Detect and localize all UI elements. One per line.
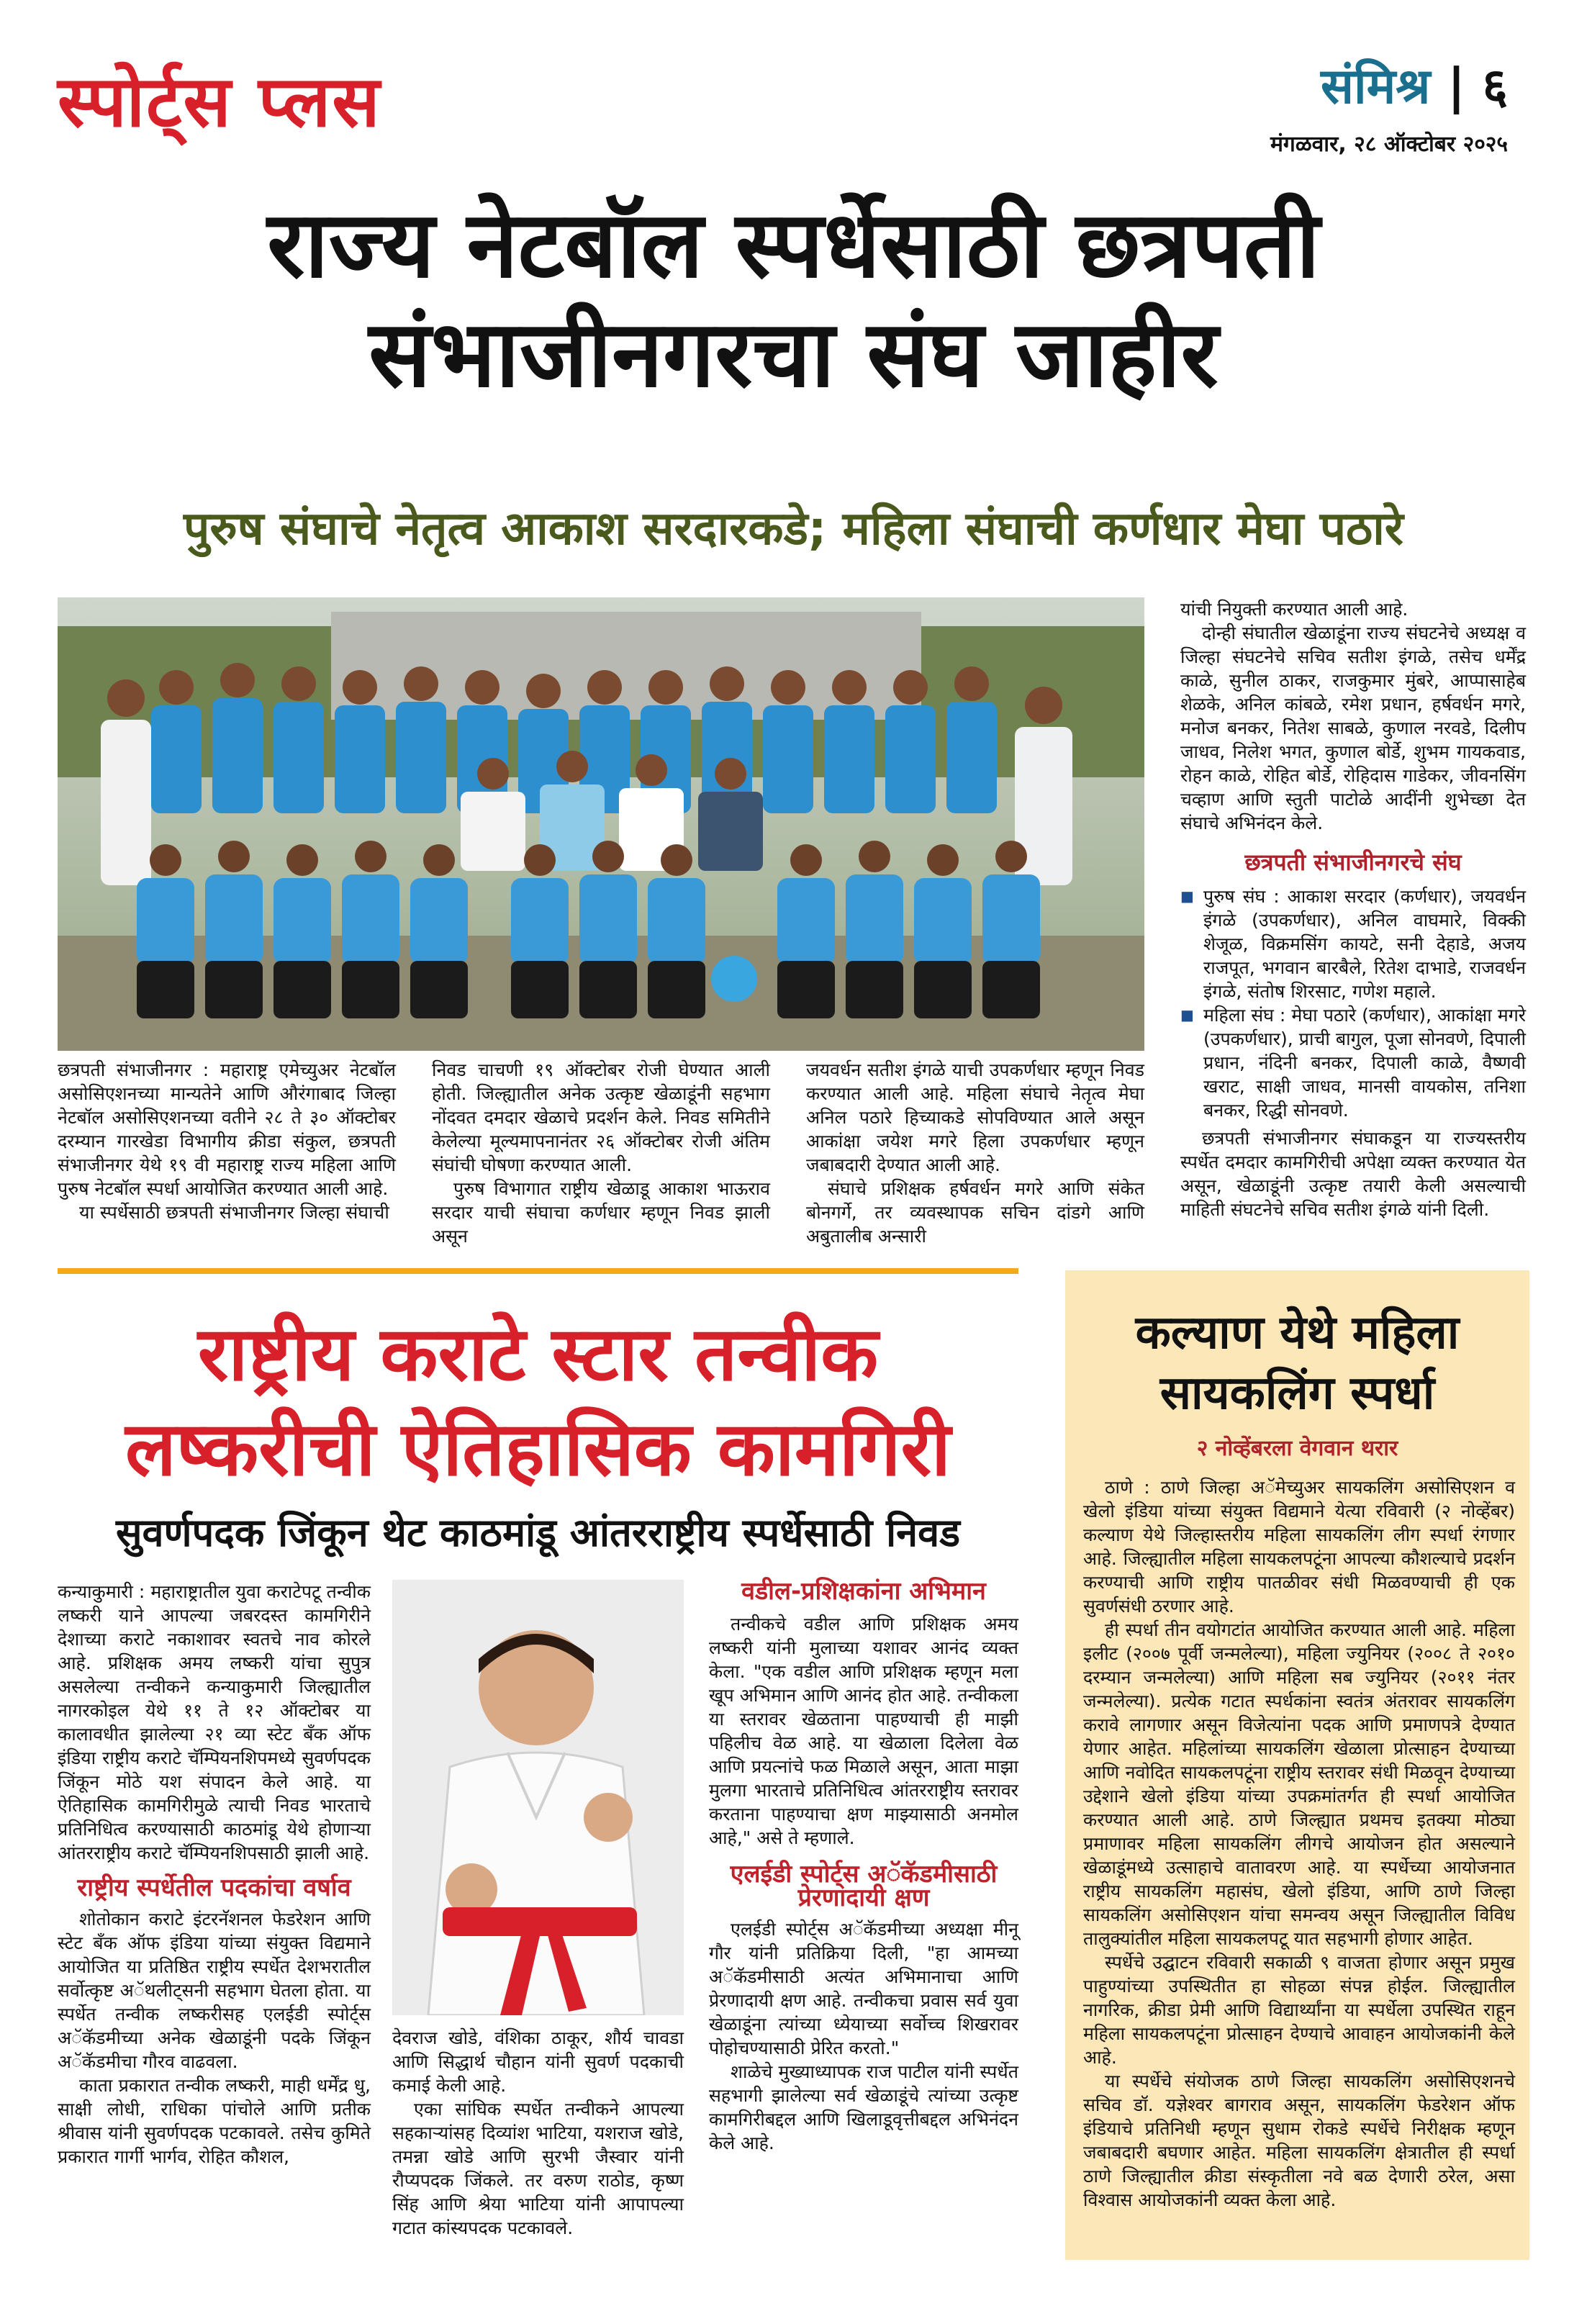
ball-icon (711, 956, 757, 1002)
karate-col-1-p3: काता प्रकारात तन्वीक लष्करी, माही धर्मेंद्र धु, साक्षी लोधी, राधिका पांचोले आणि प्रतीक श्रीवास यांनी सुवर्णपदक पटकावले. तसेच कुमिते प्रकारात गार्गी भार्गव, रोहित कौशल, (58, 2075, 371, 2167)
cycling-headline (1065, 1303, 1529, 1424)
team-photo (58, 597, 1144, 1051)
men-team-text: पुरुष संघ : आकाश सरदार (कर्णधार), जयवर्धन इंगळे (उपकर्णधार), अनिल वाघमारे, विक्की शेजूळ, विक्रमसिंग कायटे, सनी देहाडे, अजय राजपूत, भगवान बारबैले, रितेश दाभाडे, राजवर्धन इंगळे, संतोष शिरसाट, गणेश महाले. (1203, 886, 1526, 1002)
lead-sidebar (1180, 597, 1526, 1221)
karate-headline-line1: राष्ट्रीय कराटे स्टार तन्वीक (197, 1310, 879, 1398)
lead-headline-line1: राज्य नेटबॉल स्पर्धेसाठी छत्रपती (267, 191, 1320, 299)
section-header: संमिश्र | ६ (1321, 58, 1508, 115)
lead-headline-line2: संभाजीनगरचा संघ जाहीर (369, 301, 1218, 408)
section-name: संमिश्र (1321, 58, 1431, 115)
karate-headline (58, 1306, 1018, 1496)
karate-col-3-p3: शाळेचे मुख्याध्यापक राज पाटील यांनी स्पर्धेत सहभागी झालेल्या सर्व खेळाडूंचे त्यांच्या उत्कृष्ट कामगिरीबद्दल आणि खिलाडूवृत्तीबद्दल अभिनंदन केले आहे. (709, 2061, 1018, 2153)
lead-side-end: छत्रपती संभाजीनगर संघाकडून या राज्यस्तरीय स्पर्धेत दमदार कामगिरीची अपेक्षा व्यक्त करण्यात येत असून, खेळाडूंनी उत्कृष्ट तयारी केली असल्याची माहिती संघटनेचे सचिव सतीश इंगळे यांनी दिली. (1180, 1128, 1526, 1220)
teams-title: छत्रपती संभाजीनगरचे संघ (1244, 849, 1462, 876)
karate-col-3-p1: तन्वीकचे वडील आणि प्रशिक्षक अमय लष्करी यांनी मुलाच्या यशावर आनंद व्यक्त केला. "एक वडील आणि प्रशिक्षक म्हणून मला खूप अभिमान आणि आनंद होत आहे. तन्वीकला या स्तरावर खेळताना पाहण्याची ही माझी पहिलीच वेळ आहे. या खेळाला दिलेला वेळ आणि प्रयत्नांचे फळ मिळाले असून, आता माझा मुलगा भारताचे प्रतिनिधित्व आंतरराष्ट्रीय स्तरावर करताना पाहण्याचा क्षण माझ्यासाठी अनमोल आहे," असे ते म्हणाले. (709, 1614, 1018, 1848)
page-number: ६ (1482, 58, 1508, 115)
section-divider (58, 1268, 1018, 1274)
issue-date: मंगळवार, २८ ऑक्टोबर २०२५ (1270, 132, 1508, 157)
cycling-p3: स्पर्धेचे उद्घाटन रविवारी सकाळी ९ वाजता होणार असून प्रमुख पाहुण्यांच्या उपस्थितीत हा सोहळा संपन्न होईल. जिल्ह्यातील नागरिक, क्रीडा प्रेमी आणि विद्यार्थ्यांना या स्पर्धेला उपस्थित राहून महिला सायकलपटूंना प्रोत्साहन देण्याचे आवाहन आयोजकांनी केले आहे. (1083, 1952, 1515, 2068)
lead-side-p2: दोन्ही संघातील खेळाडूंना राज्य संघटनेचे अध्यक्ष व जिल्हा संघटनेचे सचिव सतीश इंगळे, तसेच धर्मेंद्र काळे, सुनील ठाकर, राजकुमार मुंबरे, आप्पासाहेब शेळके, अनिल कांबळे, रमेश प्रधान, हर्षवर्धन मगरे, मनोज बनकर, नितेश साबळे, कुणाल नरवडे, दिलीप जाधव, निलेश भगत, कुणाल बोर्डे, शुभम गायकवाड, रोहन काळे, रोहित बोर्डे, रोहिदास गाडेकर, जीवनसिंग चव्हाण आणि स्तुती पाटोळे आदींनी शुभेच्छा देत संघाचे अभिनंदन केले. (1180, 623, 1526, 833)
karate-athlete-photo (392, 1580, 684, 2015)
lead-col-1-p2: या स्पर्धेसाठी छत्रपती संभाजीनगर जिल्हा संघाची (79, 1202, 389, 1223)
women-team-text: महिला संघ : मेघा पठारे (कर्णधार), आकांक्षा मगरे (उपकर्णधार), प्राची बागुल, पूजा सोनवणे, दिपाली प्रधान, नंदिनी बनकर, दिपाली काळे, वैष्णवी खराट, साक्षी जाधव, मानसी वायकोस, तनिशा बनकर, रिद्धी सोनवणे. (1203, 1005, 1526, 1121)
men-team (1180, 885, 1526, 1003)
lead-headline (43, 191, 1544, 410)
karate-col-1-p2: शोतोकान कराटे इंटरनॅशनल फेडरेशन आणि स्टेट बँक ऑफ इंडिया यांच्या संयुक्त विद्यमाने आयोजित या प्रतिष्ठित राष्ट्रीय स्पर्धेत देशभरातील सर्वोत्कृष्ट अॅथलीट्सनी सहभाग घेतला होता. या स्पर्धेत तन्वीक लष्करीसह एलईडी स्पोर्ट्स अॅकॅडमीच्या अनेक खेळाडूंनी पदके जिंकून अॅकॅडमीचा गौरव वाढवला. (58, 1909, 371, 2072)
cycling-p2: ही स्पर्धा तीन वयोगटांत आयोजित करण्यात आली आहे. महिला इलीट (२००७ पूर्वी जन्मलेल्या), महिला ज्युनियर (२००८ ते २०१० दरम्यान जन्मलेल्या) आणि महिला सब ज्युनियर (२०११ नंतर जन्मलेल्या). प्रत्येक गटात स्पर्धकांना स्वतंत्र अंतरावर सायकलिंग करावे लागणार असून विजेत्यांना पदक आणि प्रमाणपत्रे देण्यात येणार आहेत. महिलांच्या सायकलिंग खेळाला प्रोत्साहन देण्याच्या आणि नवोदित सायकलपटूंना राष्ट्रीय स्तरावर संधी मिळवून देण्याच्या उद्देशाने खेलो इंडिया यांच्या उपक्रमांतर्गत ही स्पर्धा आयोजित करण्यात आली आहे. ठाणे जिल्ह्यात प्रथमच इतक्या मोठ्या प्रमाणावर महिला सायकलिंग लीगचे आयोजन होत असल्याने खेळाडूंमध्ये उत्साहाचे वातावरण आहे. या स्पर्धेच्या आयोजनात राष्ट्रीय सायकलिंग महासंघ, खेलो इंडिया, आणि ठाणे जिल्हा सायकलिंग असोसिएशन यांचा समन्वय असून जिल्ह्यातील विविध तालुक्यांतील महिला सायकलपटू यात सहभागी होणार आहेत. (1083, 1619, 1515, 1949)
masthead-title: स्पोर्ट्स प्लस (58, 61, 381, 143)
karate-headline-line2: लष्करीची ऐतिहासिक कामगिरी (125, 1405, 951, 1493)
cycling-subheadline: २ नोव्हेंबरला वेगवान थरार (1196, 1436, 1398, 1461)
cycling-p4: या स्पर्धेचे संयोजक ठाणे जिल्हा सायकलिंग असोसिएशनचे सचिव डॉ. यज्ञेश्वर बागराव असून, सायकलिंग फेडरेशन ऑफ इंडियाचे प्रतिनिधी म्हणून सुधाम रोकडे स्पर्धेचे निरीक्षक म्हणून जबाबदारी बघणार आहेत. महिला सायकलिंग क्षेत्रातील ही स्पर्धा ठाणे जिल्ह्यातील क्रीडा संस्कृतीला नवे बळ देणारी ठरेल, असा विश्वास आयोजकांनी व्यक्त केला आहे. (1083, 2071, 1515, 2210)
karate-col-1-subhead: राष्ट्रीय स्पर्धेतील पदकांचा वर्षाव (77, 1873, 351, 1902)
karate-col-1-p1: कन्याकुमारी : महाराष्ट्रातील युवा कराटेपटू तन्वीक लष्करी याने आपल्या जबरदस्त कामगिरीने देशाच्या कराटे नकाशावर स्वतचे नाव कोरले आहे. प्रशिक्षक अमय लष्करी यांचा सुपुत्र असलेल्या तन्वीकने कन्याकुमारी जिल्ह्यातील नागरकोइल येथे ११ ते १२ ऑक्टोबर या कालावधीत झालेल्या २१ व्या स्टेट बँक ऑफ इंडिया राष्ट्रीय कराटे चॅम्पियनशिपमध्ये सुवर्णपदक जिंकून मोठे यश संपादन केले आहे. या ऐतिहासिक कामगिरीमुळे त्याची निवड भारताचे प्रतिनिधित्व करण्यासाठी काठमांडू येथे होणाऱ्या आंतरराष्ट्रीय कराटे चॅम्पियनशिपसाठी झाली आहे. (58, 1581, 371, 1863)
lead-col-2-p1: निवड चाचणी १९ ऑक्टोबर रोजी घेण्यात आली होती. जिल्ह्यातील अनेक उत्कृष्ट खेळाडूंनी सहभाग नोंदवत दमदार खेळाचे प्रदर्शन केले. निवड समितीने केलेल्या मूल्यमापनानंतर २६ ऑक्टोबर रोजी अंतिम संघांची घोषणा करण्यात आली. (432, 1059, 770, 1175)
lead-subheadline: पुरुष संघाचे नेतृत्व आकाश सरदारकडे; महिला संघाची कर्णधार मेघा पठारे (184, 502, 1403, 556)
lead-col-3-p1: जयवर्धन सतीश इंगळे याची उपकर्णधार म्हणून निवड करण्यात आली आहे. महिला संघाचे नेतृत्व मेघा अनिल पठारे हिच्याकडे सोपविण्यात आले असून आकांक्षा जयेश मगरे हिला उपकर्णधार म्हणून जबाबदारी देण्यात आली आहे. (806, 1059, 1144, 1175)
karate-col-3-p2: एलईडी स्पोर्ट्स अॅकॅडमीच्या अध्यक्षा मीनू गौर यांनी प्रतिक्रिया दिली, "हा आमच्या अॅकॅडमीसाठी अत्यंत अभिमानाचा आणि प्रेरणादायी क्षण आहे. तन्वीकचा प्रवास सर्व युवा खेळाडूंना त्यांच्या ध्येयाच्या सर्वोच्च शिखरावर पोहोचण्यासाठी प्रेरित करतो." (709, 1919, 1018, 2058)
lead-col-1 (58, 1058, 396, 1224)
karate-col-2-p2: एका सांघिक स्पर्धेत तन्वीकने आपल्या सहकाऱ्यांसह दिव्यांश भाटिया, यशराज खोडे, तमन्ना खोडे आणि सुरभी जैस्वार यांनी रौप्यपदक जिंकले. तर वरुण राठोड, कृष्ण सिंह आणि श्रेया भाटिया यांनी आपापल्या गटात कांस्यपदक पटकावले. (392, 2099, 684, 2238)
teams-list (1180, 885, 1526, 1122)
karate-col-2 (392, 2026, 684, 2240)
karate-col-2-p1: देवराज खोडे, वंशिका ठाकूर, शौर्य चावडा आणि सिद्धार्थ चौहान यांनी सुवर्ण पदकाची कमाई केली आहे. (392, 2027, 684, 2096)
red-belt-icon (443, 1907, 637, 1936)
cycling-headline-line1: कल्याण येथे महिला (1135, 1306, 1460, 1360)
karate-col-1 (58, 1580, 371, 2169)
lead-col-2 (432, 1058, 770, 1248)
lead-side-top: यांची नियुक्ती करण्यात आली आहे. (1180, 599, 1409, 620)
lead-col-2-p2: पुरुष विभागात राष्ट्रीय खेळाडू आकाश भाऊराव सरदार याची संघाचा कर्णधार म्हणून निवड झाली असून (432, 1178, 770, 1247)
karate-subheadline: सुवर्णपदक जिंकून थेट काठमांडू आंतरराष्ट्रीय स्पर्धेसाठी निवड (116, 1510, 960, 1555)
karate-col-3-subhead2: एलईडी स्पोर्ट्स अॅकॅडमीसाठी प्रेरणादायी क्षण (730, 1860, 998, 1912)
women-team (1180, 1003, 1526, 1122)
karate-col-3-subhead1: वडील-प्रशिक्षकांना अभिमान (741, 1577, 986, 1606)
cycling-p1: ठाणे : ठाणे जिल्हा अॅमेच्युअर सायकलिंग असोसिएशन व खेलो इंडिया यांच्या संयुक्त विद्यमाने येत्या रविवारी (२ नोव्हेंबर) कल्याण येथे जिल्हास्तरीय महिला सायकलिंग लीग स्पर्धा रंगणार आहे. जिल्ह्यातील महिला सायकलपटूंना आपल्या कौशल्याचे प्रदर्शन करण्याची आणि राष्ट्रीय पातळीवर संधी मिळवण्याची ही एक सुवर्णसंधी ठरणार आहे. (1083, 1477, 1515, 1617)
cycling-body (1083, 1475, 1515, 2212)
karate-col-3 (709, 1577, 1018, 2155)
lead-col-1-p1: छत्रपती संभाजीनगर : महाराष्ट्र एमेच्युअर नेटबॉल असोसिएशनच्या मान्यतेने आणि औरंगाबाद जिल्हा नेटबॉल असोसिएशनच्या वतीने २८ ते ३० ऑक्टोबर दरम्यान गारखेडा विभागीय क्रीडा संकुल, छत्रपती संभाजीनगर येथे १९ वी महाराष्ट्र राज्य महिला आणि पुरुष नेटबॉल स्पर्धा आयोजित करण्यात आली आहे. (58, 1059, 396, 1199)
lead-col-3-p2: संघाचे प्रशिक्षक हर्षवर्धन मगरे आणि संकेत बोनगर्गे, तर व्यवस्थापक सचिन दांडगे आणि अबुतालीब अन्सारी (806, 1178, 1144, 1247)
cycling-headline-line2: सायकलिंग स्पर्धा (1159, 1367, 1435, 1420)
lead-col-3 (806, 1058, 1144, 1248)
